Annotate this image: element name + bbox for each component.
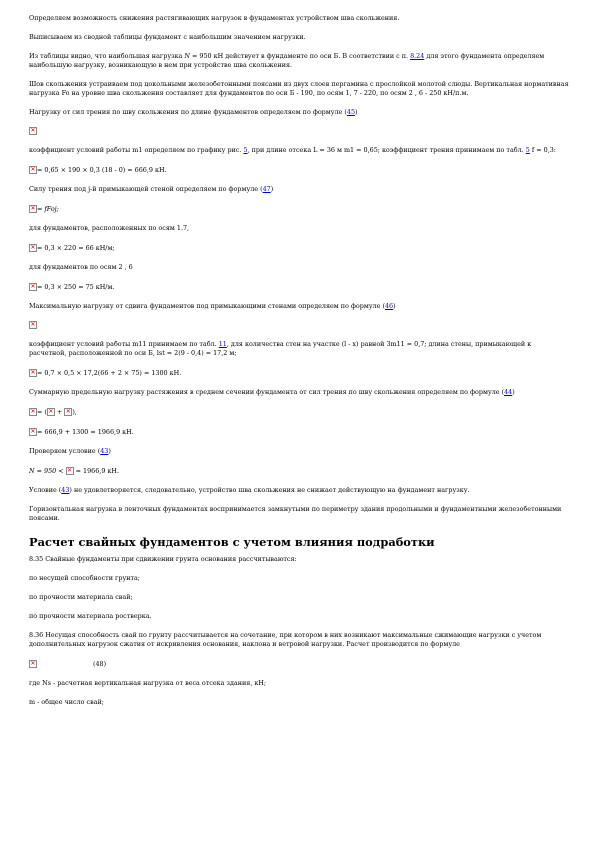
text-run: ) <box>393 302 396 310</box>
table-link[interactable]: 11 <box>218 340 227 348</box>
formula-text: N = 950 < <box>29 467 66 475</box>
reference-link[interactable]: 8.24 <box>410 52 425 60</box>
formula-line <box>29 466 569 476</box>
formula-link[interactable]: 45 <box>346 108 356 116</box>
formula-line <box>29 204 569 214</box>
text-run: ) <box>512 388 515 396</box>
text-run: , при длине отсека L = 36 м m1 = 0,65; коэффициент трения принимаем по табл. <box>247 146 526 154</box>
formula-line <box>29 407 569 417</box>
formula-text: = 0,3 × 220 = 66 кН/м; <box>37 244 115 252</box>
formula-image-row <box>29 127 569 136</box>
paragraph <box>29 108 569 117</box>
formula-link[interactable]: 46 <box>384 302 394 310</box>
paragraph: m - общее число свай; <box>29 698 104 706</box>
paragraph <box>29 340 569 358</box>
broken-image-icon <box>29 321 37 329</box>
section-heading: Расчет свайных фундаментов с учетом влияния подработки <box>29 535 435 549</box>
text-run: коэффициент условий работы m1 определяем по графику рис. <box>29 146 244 154</box>
formula-line <box>29 282 569 292</box>
paragraph: Горизонтальная нагрузка в ленточных фундаментах воспринимается замкнутыми по периметру здания продольными и фундаментными железобетонными поясами. <box>29 505 562 522</box>
text-run: N <box>184 52 190 60</box>
formula-link[interactable]: 47 <box>262 185 271 193</box>
formula-text: = 666,9 + 1300 = 1966,9 кН. <box>37 428 134 436</box>
paragraph: Определяем возможность снижения растягивающих нагрузок в фундаментах устройством шва скольжения. <box>29 14 400 22</box>
list-item: по прочности материала свай; <box>29 593 133 601</box>
table-link[interactable]: 5 <box>525 146 530 154</box>
formula-text: = 1966,9 кН. <box>73 467 120 475</box>
broken-image-icon <box>29 408 37 416</box>
broken-image-icon <box>29 127 37 135</box>
paragraph <box>29 486 569 495</box>
text-run: ) <box>270 185 274 193</box>
text-run: Силу трения под j-й примыкающей стеной определяем по формуле ( <box>29 185 263 193</box>
text-run: коэффициент условий работы m11 принимаем по табл. <box>29 340 219 348</box>
text-run: = 950 кН действует в фундаменте по оси Б. В соответствии с п. <box>190 52 411 60</box>
text-run: ) не удовлетворяется, следовательно, устройство шва скольжения не снижает действующую на фундамент нагрузку. <box>69 486 470 494</box>
broken-image-icon <box>64 408 72 416</box>
text-run: Условие ( <box>29 486 62 494</box>
broken-image-icon <box>29 166 37 174</box>
text-run: Проверяем условие ( <box>29 447 101 455</box>
broken-image-icon <box>29 369 37 377</box>
formula-text: = ( <box>37 408 47 416</box>
list-item: по прочности материала ростверка. <box>29 612 152 620</box>
formula-text: = 0,7 × 0,5 × 17,2(66 + 2 × 75) = 1300 кН. <box>37 369 182 377</box>
formula-line <box>29 243 569 253</box>
paragraph <box>29 447 569 456</box>
paragraph: где Ns - расчетная вертикальная нагрузка от веса отсека здания, кН; <box>29 679 267 687</box>
paragraph: для фундаментов по осям 2 , 6 <box>29 263 133 271</box>
list-item: по несущей способности грунта; <box>29 574 140 582</box>
broken-image-icon <box>66 467 74 475</box>
paragraph <box>29 302 569 311</box>
paragraph <box>29 388 569 397</box>
text-run: Максимальную нагрузку от сдвига фундаментов под примыкающими стенами определяем по формуле ( <box>29 302 385 310</box>
broken-image-icon <box>47 408 55 416</box>
formula-line <box>29 659 569 669</box>
paragraph: Шов скольжения устраиваем под цокольными железобетонными поясами из двух слоев пергамина с прослойкой молотой слюды. Вертикальная нормативная нагрузка Fo на уровне шва скольжения составляет для фундаментов по оси Б - 190, по осям 1, 7 - 220, по осям 2 , 6 - 250 кН/п.м. <box>29 80 569 97</box>
text-run: Из таблицы видно, что наибольшая нагрузка <box>29 52 185 60</box>
document-page <box>29 14 569 707</box>
broken-image-icon <box>29 428 37 436</box>
formula-link[interactable]: 43 <box>61 486 70 494</box>
paragraph <box>29 185 569 194</box>
formula-text: ), <box>72 408 77 416</box>
broken-image-icon <box>29 283 37 291</box>
broken-image-icon <box>29 244 37 252</box>
broken-image-icon <box>29 660 37 668</box>
formula-line <box>29 368 569 378</box>
formula-text: = 0,65 × 190 × 0,3 (18 - 0) = 666,9 кН. <box>37 166 167 174</box>
text-run: для этого фундамента определяем наибольшую нагрузку, возникающую в нем при устройстве шва скольжения. <box>29 52 545 69</box>
figure-link[interactable]: 5 <box>243 146 248 154</box>
formula-link[interactable]: 43 <box>100 447 109 455</box>
paragraph: Выписываем из сводной таблицы фундамент с наибольшим значением нагрузки. <box>29 33 306 41</box>
text-run: ) <box>355 108 358 116</box>
equation-number: (48) <box>93 660 107 668</box>
text-run: , для количества стен на участке (l - x) равной 3m11 = 0,7; длина стены, примыкающей к расчетной, расположенной по оси Б, lst = 2(9 - 0,4) = 17,2 м; <box>29 340 532 357</box>
paragraph: для фундаментов, расположенных по осям 1.7, <box>29 224 190 232</box>
formula-text: = fFoj; <box>37 205 59 213</box>
text-run: Суммарную предельную нагрузку растяжения в среднем сечении фундамента от сил трения по шву скольжения определяем по формуле ( <box>29 388 505 396</box>
broken-image-icon <box>29 205 37 213</box>
formula-line <box>29 427 569 437</box>
paragraph: 8.35 Свайные фундаменты при сдвижении грунта основания рассчитываются: <box>29 555 297 563</box>
paragraph: 8.36 Несущая способность свай по грунту рассчитывается на сочетание, при котором в них возникают максимальные сжимающие нагрузки с учетом дополнительных нагрузок сжатия от искривления основания, наклона и ветровой нагрузки. Расчет производится по формуле <box>29 631 542 648</box>
formula-text: + <box>54 408 65 416</box>
formula-text: = 0,3 × 250 = 75 кН/м. <box>37 283 115 291</box>
text-run: f = 0,3: <box>529 146 556 154</box>
formula-line <box>29 165 569 175</box>
formula-image-row <box>29 321 569 330</box>
formula-link[interactable]: 44 <box>504 388 513 396</box>
text-run: Нагрузку от сил трения по шву скольжения по длине фундаментов определяем по формуле ( <box>29 108 347 116</box>
paragraph <box>29 52 569 70</box>
text-run: ) <box>108 447 111 455</box>
paragraph <box>29 146 569 155</box>
